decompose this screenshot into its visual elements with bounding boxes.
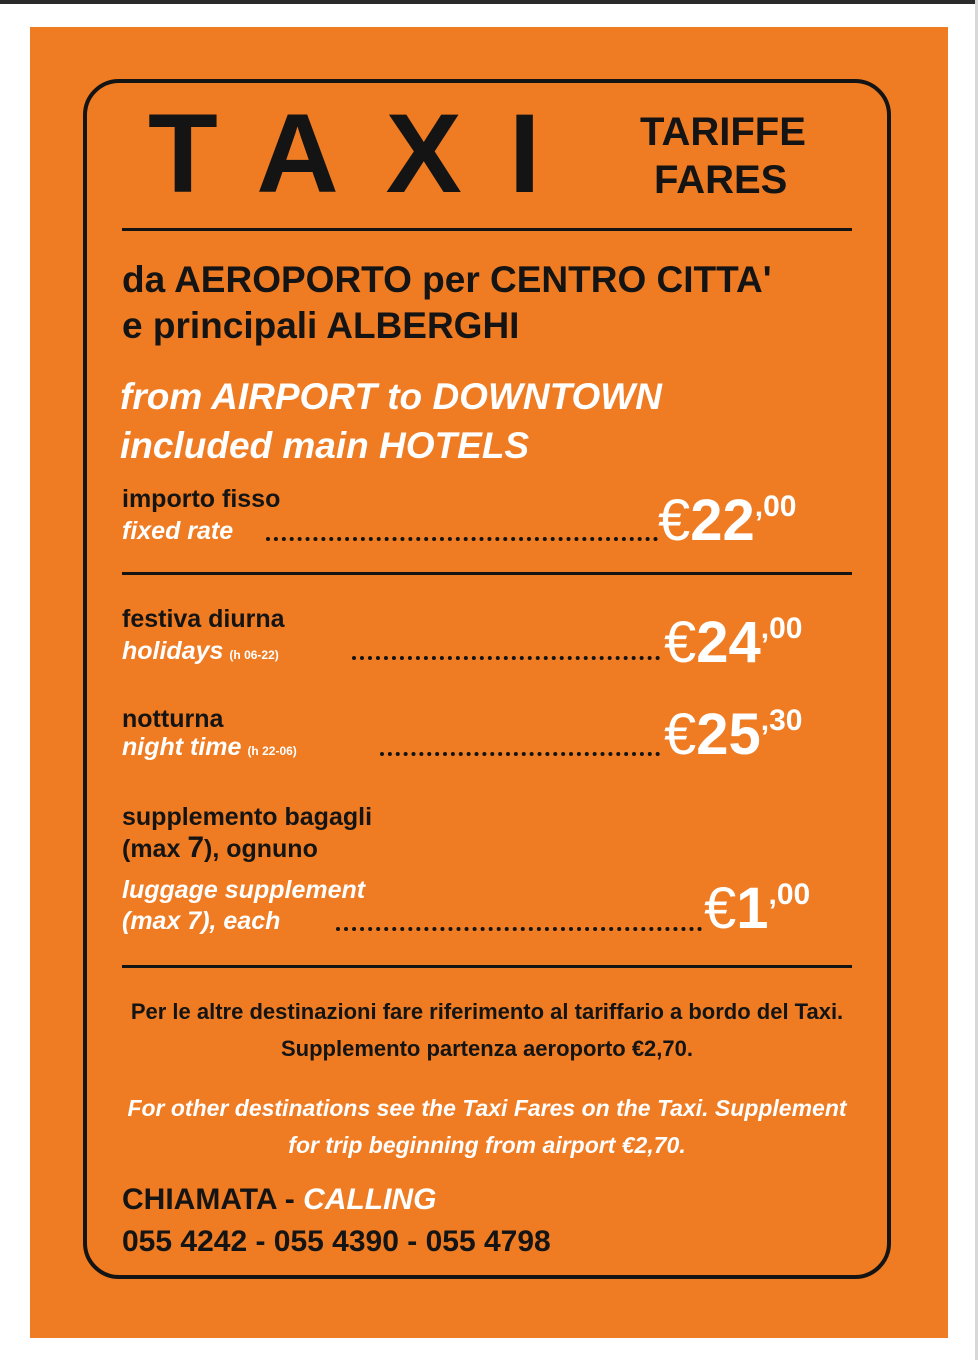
route-it-line2: e principali ALBERGHI xyxy=(122,305,520,346)
luggage-max-num: 7 xyxy=(187,831,204,864)
divider xyxy=(122,965,852,968)
tariffe-label: TARIFFE xyxy=(640,110,806,154)
holiday-hours: (h 06-22) xyxy=(229,648,279,662)
top-border xyxy=(0,0,978,4)
taxi-title: TAXI xyxy=(148,91,588,216)
holiday-label-en xyxy=(122,636,285,670)
phone-numbers: 055 4242 - 055 4390 - 055 4798 xyxy=(122,1225,551,1258)
notes-it: Per le altre destinazioni fare riferimento al tariffario a bordo del Taxi. Supplemento partenza aeroporto €2,70. xyxy=(130,999,844,1061)
price-amount: 25 xyxy=(696,702,761,767)
dotted-leader xyxy=(380,752,660,756)
luggage-label-en-2: (max 7), each xyxy=(122,907,281,935)
price-amount: 22 xyxy=(690,488,755,553)
dotted-leader xyxy=(352,656,660,660)
luggage-label-it-2 xyxy=(122,833,318,864)
fixed-rate-label-en: fixed rate xyxy=(122,517,234,545)
price-amount: 24 xyxy=(696,610,761,675)
route-en-line2: included main HOTELS xyxy=(120,425,530,466)
divider xyxy=(122,228,852,231)
night-label-en xyxy=(122,732,303,766)
route-it-line1: da AEROPORTO per CENTRO CITTA' xyxy=(122,259,772,300)
price-cents: ,30 xyxy=(760,704,803,737)
dotted-leader xyxy=(266,537,658,541)
holiday-label-it: festiva diurna xyxy=(122,605,285,633)
dotted-leader xyxy=(336,927,702,931)
night-hours: (h 22-06) xyxy=(247,744,297,758)
euro-sign: € xyxy=(664,702,697,767)
fixed-rate-label-it: importo fisso xyxy=(122,485,281,513)
euro-sign: € xyxy=(664,610,697,675)
divider xyxy=(122,572,852,575)
price-cents: ,00 xyxy=(754,490,797,523)
price-cents: ,00 xyxy=(760,612,803,645)
fares-label: FARES xyxy=(654,158,788,202)
price-cents: ,00 xyxy=(768,878,811,911)
price-amount: 1 xyxy=(736,876,769,941)
calling-it: CHIAMATA xyxy=(122,1183,277,1216)
notes-en: For other destinations see the Taxi Fares on the Taxi. Supplement for trip beginning from airport €2,70. xyxy=(127,1095,847,1158)
luggage-max-post: ), ognuno xyxy=(204,835,318,863)
luggage-label-en-1: luggage supplement xyxy=(122,876,366,904)
night-price xyxy=(664,702,803,767)
night-label-en-text: night time xyxy=(122,733,242,761)
euro-sign: € xyxy=(704,876,737,941)
route-en-line1: from AIRPORT to DOWNTOWN xyxy=(120,376,662,417)
holiday-price xyxy=(664,610,803,675)
luggage-max-pre: (max xyxy=(122,835,188,863)
calling-line xyxy=(122,1180,436,1220)
luggage-label-it-1: supplemento bagagli xyxy=(122,803,373,831)
calling-en: CALLING xyxy=(303,1183,437,1216)
luggage-price xyxy=(704,876,811,941)
night-label-it: notturna xyxy=(122,705,224,733)
fixed-rate-price xyxy=(658,488,797,553)
holiday-label-en-text: holidays xyxy=(122,637,224,665)
euro-sign: € xyxy=(658,488,691,553)
calling-separator: - xyxy=(276,1183,304,1216)
